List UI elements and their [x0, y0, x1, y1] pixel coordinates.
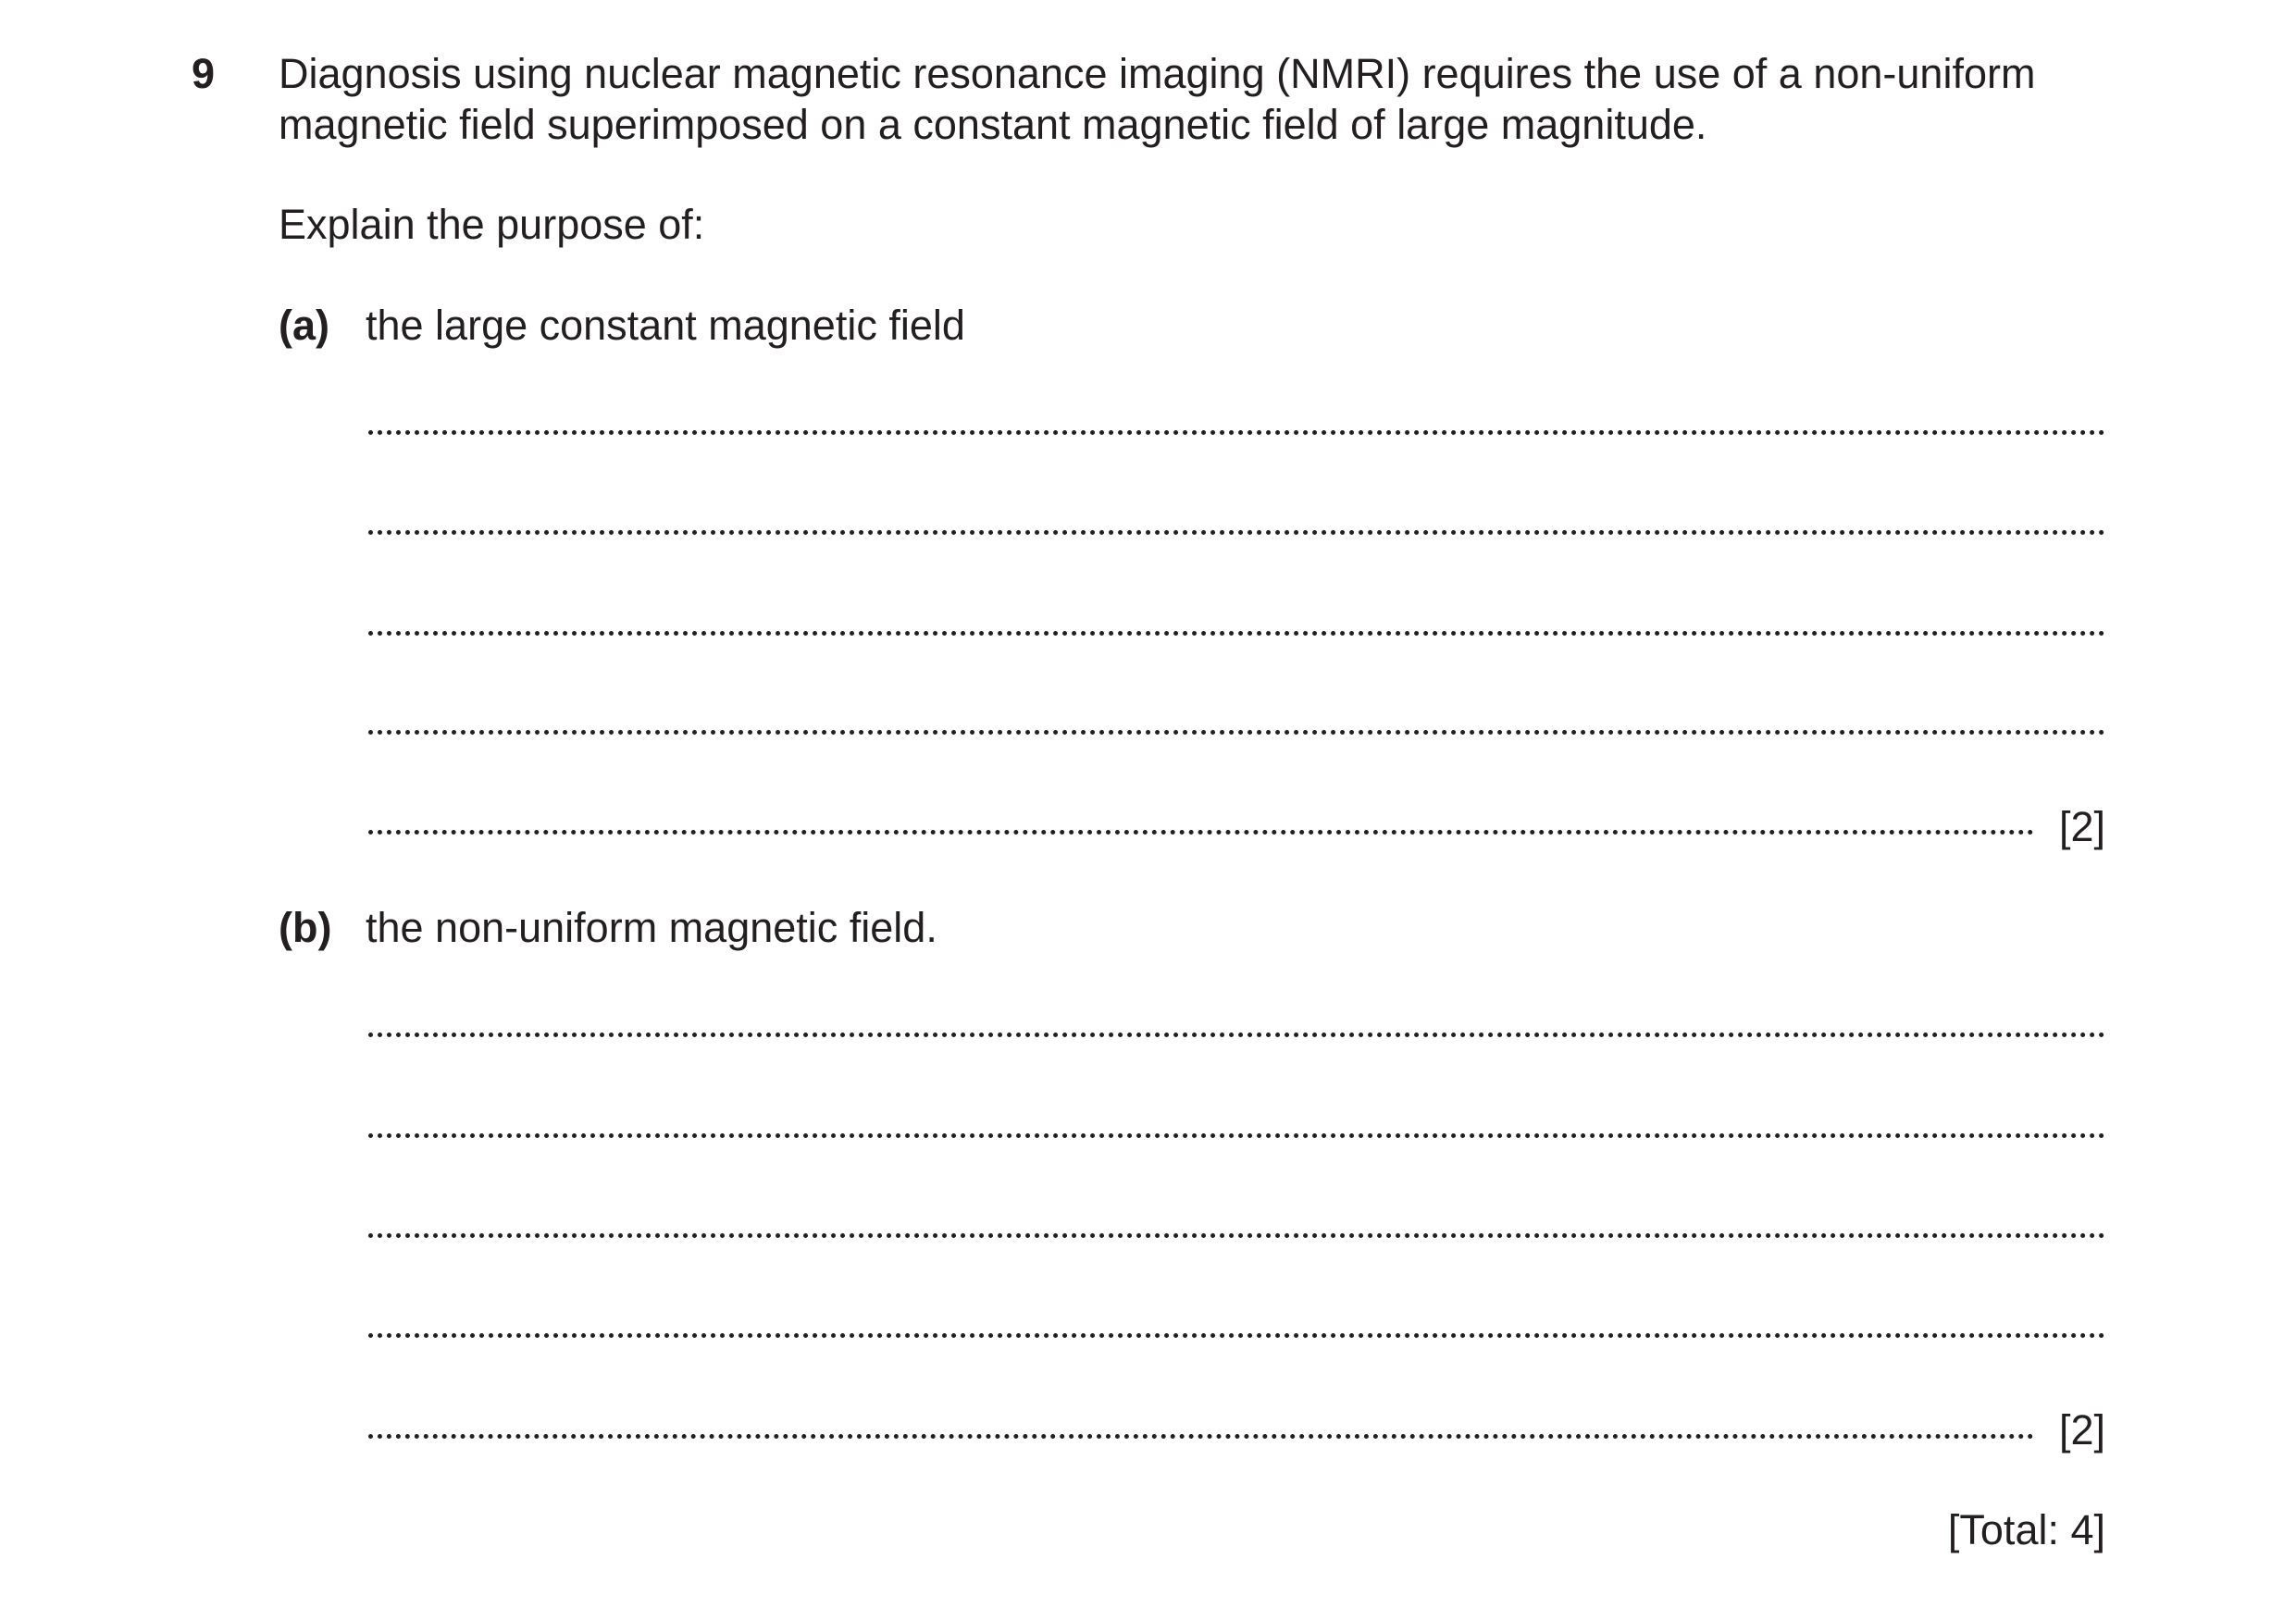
answer-line-b-1[interactable]: [368, 1033, 2105, 1037]
total-marks: [Total: 4]: [1947, 1506, 2105, 1553]
question-stem: [279, 48, 2106, 150]
answer-line-a-2[interactable]: [368, 530, 2105, 535]
question-number: 9: [192, 50, 216, 97]
part-b-marks: [2]: [2058, 1406, 2105, 1453]
answer-line-a-3[interactable]: [368, 631, 2105, 636]
instruction-text: Explain the purpose of:: [279, 201, 705, 248]
part-a-text: the large constant magnetic field: [366, 302, 965, 349]
part-b-text: the non-uniform magnetic field.: [366, 904, 937, 951]
answer-line-b-2[interactable]: [368, 1133, 2105, 1138]
answer-line-a-5[interactable]: [368, 830, 2034, 835]
question-stem-line-2: magnetic field superimposed on a constant magnetic field of large magnitude.: [279, 101, 1707, 148]
question-stem-line-1: Diagnosis using nuclear magnetic resonance imaging (NMRI) requires the use of a non-uniform: [279, 50, 2036, 97]
answer-line-b-3[interactable]: [368, 1233, 2105, 1238]
answer-line-b-5[interactable]: [368, 1434, 2034, 1439]
part-b-label: (b): [279, 904, 332, 951]
answer-line-a-4[interactable]: [368, 730, 2105, 735]
answer-line-b-4[interactable]: [368, 1333, 2105, 1338]
part-a-marks: [2]: [2058, 803, 2105, 850]
part-a-label: (a): [279, 302, 329, 349]
answer-line-a-1[interactable]: [368, 430, 2105, 435]
